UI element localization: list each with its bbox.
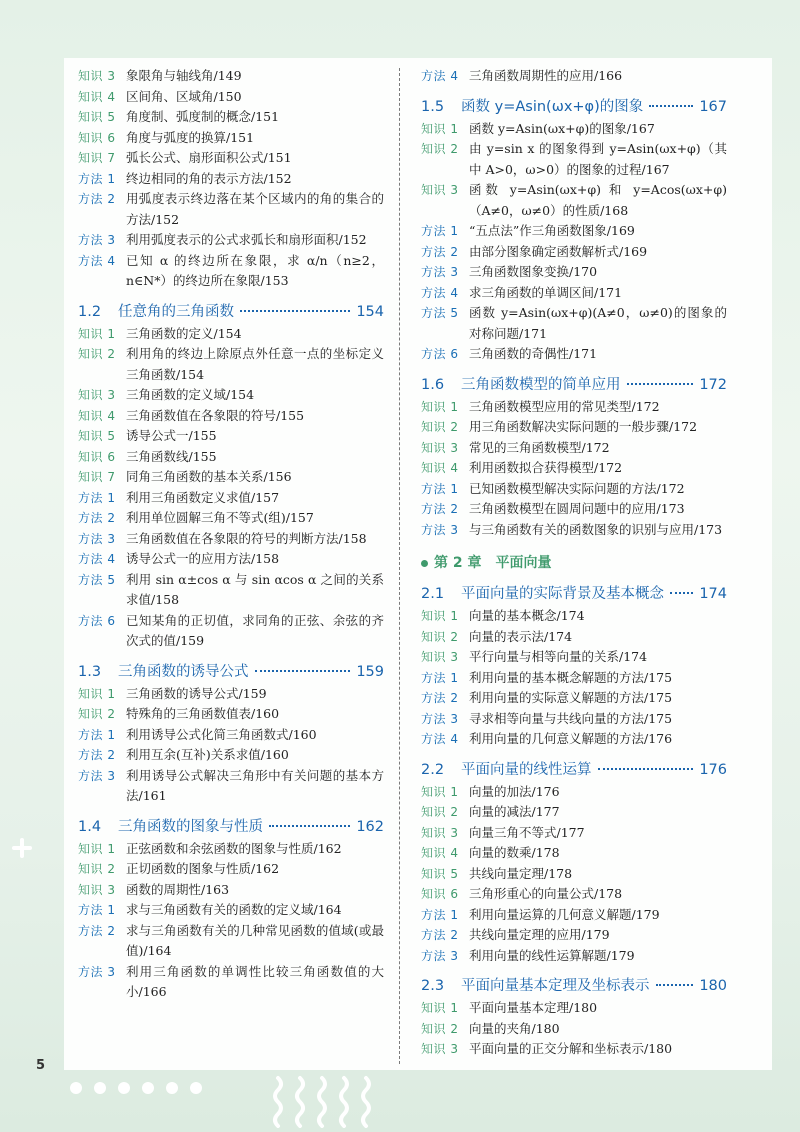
knowledge-tag: 知识 3 xyxy=(421,650,459,664)
wave-decoration-icon xyxy=(270,1074,400,1128)
method-tag: 方法 3 xyxy=(421,711,459,726)
section-number: 1.3 xyxy=(78,663,102,680)
entry-text: 向量的基本概念/174 xyxy=(469,608,585,623)
entry-text: 利用诱导公式化简三角函数式/160 xyxy=(126,726,317,742)
section-title: 平面向量的实际背景及基本概念 xyxy=(461,586,664,602)
toc-entry[interactable] xyxy=(421,606,727,627)
dot-leader xyxy=(649,105,693,107)
dot-leader xyxy=(269,825,350,827)
toc-entry[interactable] xyxy=(78,251,384,292)
knowledge-tag: 知识 5 xyxy=(421,866,459,881)
toc-entry[interactable] xyxy=(421,458,727,479)
section-heading[interactable] xyxy=(421,975,727,997)
knowledge-tag: 知识 1 xyxy=(421,784,459,799)
entry-text: 共线向量定理的应用/179 xyxy=(469,927,610,942)
toc-entry[interactable] xyxy=(421,438,727,459)
knowledge-tag: 知识 1 xyxy=(421,1001,459,1015)
toc-entry[interactable] xyxy=(421,823,727,844)
entry-text: 已知 α 的终边所在象限，求 α/n（n≥2，n∈N*）的终边所在象限/153 xyxy=(126,252,384,288)
chapter-number: 第 2 章 xyxy=(434,555,482,571)
toc-entry[interactable] xyxy=(78,324,384,345)
entry-text: 三角函数的奇偶性/171 xyxy=(469,346,598,361)
toc-entry[interactable] xyxy=(78,962,384,1003)
toc-entry[interactable] xyxy=(421,668,727,689)
toc-entry[interactable] xyxy=(421,729,727,750)
section-heading[interactable] xyxy=(421,374,727,396)
entry-text: 诱导公式一的应用方法/158 xyxy=(126,551,280,566)
toc-entry[interactable] xyxy=(421,499,727,520)
entry-text: 向量的夹角/180 xyxy=(469,1020,560,1036)
method-tag: 方法 1 xyxy=(78,490,116,505)
method-tag: 方法 6 xyxy=(421,347,459,361)
toc-entry[interactable] xyxy=(78,488,384,509)
toc-entry[interactable] xyxy=(78,447,384,468)
knowledge-tag: 知识 5 xyxy=(78,429,116,443)
entry-text: 利用向量的实际意义解题的方法/175 xyxy=(469,690,673,705)
chapter-heading[interactable] xyxy=(421,552,727,574)
entry-text: 已知函数模型解决实际问题的方法/172 xyxy=(469,480,685,496)
column-divider xyxy=(399,68,400,1064)
entry-text: 利用向量的线性运算解题/179 xyxy=(469,947,635,963)
entry-text: 正弦函数和余弦函数的图象与性质/162 xyxy=(126,840,342,856)
section-heading[interactable] xyxy=(78,661,384,683)
knowledge-tag: 知识 4 xyxy=(421,461,459,475)
entry-text: 函数 y=Asin(ωx+φ)的图象/167 xyxy=(469,120,655,136)
entry-text: 利用向量的基本概念解题的方法/175 xyxy=(469,669,673,685)
toc-entry[interactable] xyxy=(78,611,384,652)
knowledge-tag: 知识 3 xyxy=(421,825,459,840)
entry-text: 已知某角的正切值，求同角的正弦、余弦的齐次式的值/159 xyxy=(126,612,384,648)
method-tag: 方法 1 xyxy=(78,727,116,742)
toc-entry[interactable] xyxy=(78,148,384,169)
toc-entry[interactable] xyxy=(421,627,727,648)
method-tag: 方法 3 xyxy=(78,531,116,546)
dot-leader xyxy=(670,592,693,594)
section-page: 174 xyxy=(699,586,727,602)
knowledge-tag: 知识 1 xyxy=(421,609,459,623)
entry-text: 共线向量定理/178 xyxy=(469,865,573,881)
entry-text: 寻求相等向量与共线向量的方法/175 xyxy=(469,710,673,726)
entry-text: 由 y=sin x 的图象得到 y=Asin(ωx+φ)（其中 A>0，ω>0）的图象的过程/167 xyxy=(469,141,727,177)
plus-decoration-icon xyxy=(12,838,32,858)
knowledge-tag: 知识 2 xyxy=(421,1021,459,1036)
entry-text: 利用互余(互补)关系求值/160 xyxy=(126,747,289,762)
entry-text: 利用向量运算的几何意义解题/179 xyxy=(469,906,660,922)
entry-text: 正切函数的图象与性质/162 xyxy=(126,861,280,876)
toc-entry[interactable] xyxy=(78,725,384,746)
toc-right-column xyxy=(421,66,727,1060)
knowledge-tag: 知识 2 xyxy=(78,347,116,361)
knowledge-tag: 知识 3 xyxy=(421,440,459,455)
section-heading[interactable] xyxy=(78,301,384,323)
knowledge-tag: 知识 2 xyxy=(421,629,459,644)
method-tag: 方法 4 xyxy=(78,552,116,566)
toc-entry[interactable] xyxy=(78,880,384,901)
section-number: 1.6 xyxy=(421,376,445,393)
entry-text: 特殊角的三角函数值表/160 xyxy=(126,706,280,721)
method-tag: 方法 3 xyxy=(78,964,116,979)
dot-leader xyxy=(255,670,351,672)
toc-left-column xyxy=(78,66,384,1003)
entry-text: 平面向量的正交分解和坐标表示/180 xyxy=(469,1041,673,1056)
toc-entry[interactable] xyxy=(421,262,727,283)
knowledge-tag: 知识 3 xyxy=(78,69,116,83)
method-tag: 方法 3 xyxy=(421,948,459,963)
section-title: 三角函数模型的简单应用 xyxy=(461,376,621,393)
knowledge-tag: 知识 2 xyxy=(421,420,459,434)
entry-text: 求三角函数的单调区间/171 xyxy=(469,284,623,300)
toc-entry[interactable] xyxy=(78,839,384,860)
entry-text: 利用向量的几何意义解题的方法/176 xyxy=(469,731,673,746)
method-tag: 方法 3 xyxy=(421,522,459,537)
dot-leader xyxy=(240,310,350,312)
toc-entry[interactable] xyxy=(421,946,727,967)
method-tag: 方法 4 xyxy=(421,732,459,746)
knowledge-tag: 知识 3 xyxy=(78,388,116,402)
entry-text: 三角形重心的向量公式/178 xyxy=(469,886,623,901)
toc-entry[interactable] xyxy=(421,1039,727,1060)
toc-entry[interactable] xyxy=(421,66,727,87)
toc-entry[interactable] xyxy=(78,169,384,190)
toc-entry[interactable] xyxy=(421,180,727,221)
toc-entry[interactable] xyxy=(421,119,727,140)
section-heading[interactable] xyxy=(78,816,384,838)
method-tag: 方法 2 xyxy=(421,502,459,516)
entry-text: 平行向量与相等向量的关系/174 xyxy=(469,649,648,664)
toc-entry[interactable] xyxy=(78,230,384,251)
entry-text: 三角函数周期性的应用/166 xyxy=(469,68,623,83)
method-tag: 方法 4 xyxy=(421,285,459,300)
toc-entry[interactable] xyxy=(421,417,727,438)
toc-entry[interactable] xyxy=(421,864,727,885)
knowledge-tag: 知识 3 xyxy=(421,1042,459,1056)
bullet-icon xyxy=(421,560,428,567)
method-tag: 方法 2 xyxy=(421,928,459,942)
toc-entry[interactable] xyxy=(78,684,384,705)
toc-entry[interactable] xyxy=(78,406,384,427)
toc-entry[interactable] xyxy=(78,508,384,529)
toc-entry[interactable] xyxy=(421,843,727,864)
method-tag: 方法 2 xyxy=(78,923,116,938)
entry-text: 三角函数的定义域/154 xyxy=(126,387,255,402)
toc-entry[interactable] xyxy=(78,529,384,550)
section-page: 154 xyxy=(356,303,384,320)
method-tag: 方法 2 xyxy=(78,192,116,206)
entry-text: 常见的三角函数模型/172 xyxy=(469,439,610,455)
toc-entry[interactable] xyxy=(421,520,727,541)
section-heading[interactable] xyxy=(421,583,727,605)
toc-entry[interactable] xyxy=(78,921,384,962)
toc-entry[interactable] xyxy=(78,107,384,128)
method-tag: 方法 3 xyxy=(78,233,116,247)
entry-text: 向量的数乘/178 xyxy=(469,845,560,860)
section-page: 167 xyxy=(699,98,727,115)
knowledge-tag: 知识 1 xyxy=(421,399,459,414)
method-tag: 方法 1 xyxy=(421,481,459,496)
entry-text: 利用 sin α±cos α 与 sin αcos α 之间的关系求值/158 xyxy=(126,571,384,607)
entry-text: 函数 y=Asin(ωx+φ)(A≠0，ω≠0)的图象的对称问题/171 xyxy=(469,305,727,341)
toc-entry[interactable] xyxy=(421,397,727,418)
method-tag: 方法 1 xyxy=(78,171,116,186)
dot-leader xyxy=(656,984,694,986)
toc-entry[interactable] xyxy=(421,884,727,905)
method-tag: 方法 1 xyxy=(421,224,459,238)
knowledge-tag: 知识 3 xyxy=(421,183,459,197)
entry-text: 弧长公式、扇形面积公式/151 xyxy=(126,150,292,165)
toc-entry[interactable] xyxy=(421,242,727,263)
entry-text: 利用三角函数定义求值/157 xyxy=(126,489,280,505)
knowledge-tag: 知识 7 xyxy=(78,151,116,165)
method-tag: 方法 1 xyxy=(78,903,116,917)
entry-text: 向量的加法/176 xyxy=(469,783,560,799)
section-heading[interactable] xyxy=(421,759,727,781)
method-tag: 方法 4 xyxy=(78,253,116,268)
section-title: 函数 y=Asin(ωx+φ)的图象 xyxy=(461,98,644,115)
section-title: 三角函数的诱导公式 xyxy=(118,663,249,680)
toc-entry[interactable] xyxy=(421,647,727,668)
entry-text: 三角函数的定义/154 xyxy=(126,325,242,341)
entry-text: 利用诱导公式解决三角形中有关问题的基本方法/161 xyxy=(126,767,384,803)
toc-entry[interactable] xyxy=(78,570,384,611)
toc-entry[interactable] xyxy=(421,221,727,242)
knowledge-tag: 知识 7 xyxy=(78,470,116,484)
method-tag: 方法 3 xyxy=(421,265,459,279)
knowledge-tag: 知识 1 xyxy=(78,326,116,341)
method-tag: 方法 1 xyxy=(421,670,459,685)
section-number: 2.1 xyxy=(421,586,445,602)
entry-text: 用三角函数解决实际问题的一般步骤/172 xyxy=(469,419,698,434)
entry-text: 函数的周期性/163 xyxy=(126,881,230,897)
toc-entry[interactable] xyxy=(78,704,384,725)
entry-text: 角度与弧度的换算/151 xyxy=(126,129,255,145)
dot-leader xyxy=(627,383,694,385)
toc-entry[interactable] xyxy=(78,426,384,447)
toc-entry[interactable] xyxy=(78,385,384,406)
toc-entry[interactable] xyxy=(421,479,727,500)
entry-text: 用弧度表示终边落在某个区域内的角的集合的方法/152 xyxy=(126,191,384,227)
entry-text: 三角函数值在各象限的符号的判断方法/158 xyxy=(126,530,367,546)
entry-text: 利用三角函数的单调性比较三角函数值的大小/166 xyxy=(126,963,384,999)
toc-entry[interactable] xyxy=(421,283,727,304)
entry-text: 求与三角函数有关的函数的定义域/164 xyxy=(126,902,342,917)
entry-text: “五点法”作三角函数图象/169 xyxy=(469,223,635,238)
section-page: 180 xyxy=(699,978,727,994)
entry-text: 三角函数值在各象限的符号/155 xyxy=(126,407,305,423)
knowledge-tag: 知识 6 xyxy=(78,130,116,145)
entry-text: 三角函数图象变换/170 xyxy=(469,264,598,279)
section-page: 176 xyxy=(699,761,727,778)
entry-text: 利用函数拟合获得模型/172 xyxy=(469,460,623,475)
knowledge-tag: 知识 2 xyxy=(78,862,116,876)
toc-entry[interactable] xyxy=(421,802,727,823)
section-page: 162 xyxy=(356,818,384,835)
entry-text: 函数 y=Asin(ωx+φ) 和 y=Acos(ωx+φ)（A≠0，ω≠0）的性质/168 xyxy=(469,182,727,218)
entry-text: 平面向量基本定理/180 xyxy=(469,1000,598,1015)
toc-entry[interactable] xyxy=(421,303,727,344)
toc-entry[interactable] xyxy=(78,745,384,766)
knowledge-tag: 知识 1 xyxy=(78,686,116,701)
page-number: 5 xyxy=(36,1058,46,1073)
section-number: 2.2 xyxy=(421,761,445,778)
chapter-title: 平面向量 xyxy=(495,555,552,571)
entry-text: 向量的减法/177 xyxy=(469,804,560,819)
toc-entry[interactable] xyxy=(421,925,727,946)
knowledge-tag: 知识 5 xyxy=(78,110,116,124)
section-page: 159 xyxy=(356,663,384,680)
entry-text: 三角函数线/155 xyxy=(126,448,217,464)
method-tag: 方法 2 xyxy=(78,748,116,762)
toc-entry[interactable] xyxy=(78,66,384,87)
method-tag: 方法 1 xyxy=(421,907,459,922)
toc-entry[interactable] xyxy=(78,859,384,880)
section-title: 任意角的三角函数 xyxy=(118,303,234,320)
toc-entry[interactable] xyxy=(78,766,384,807)
toc-entry[interactable] xyxy=(421,344,727,365)
section-number: 1.5 xyxy=(421,98,445,115)
knowledge-tag: 知识 4 xyxy=(78,408,116,423)
knowledge-tag: 知识 2 xyxy=(421,805,459,819)
entry-text: 三角函数的诱导公式/159 xyxy=(126,685,267,701)
toc-entry[interactable] xyxy=(421,1019,727,1040)
entry-text: 象限角与轴线角/149 xyxy=(126,68,242,83)
toc-entry[interactable] xyxy=(421,139,727,180)
dot-leader xyxy=(598,768,694,770)
section-title: 平面向量基本定理及坐标表示 xyxy=(461,978,650,994)
entry-text: 与三角函数有关的函数图象的识别与应用/173 xyxy=(469,521,723,537)
toc-entry[interactable] xyxy=(78,128,384,149)
section-heading[interactable] xyxy=(421,96,727,118)
entry-text: 诱导公式一/155 xyxy=(126,428,217,443)
knowledge-tag: 知识 2 xyxy=(78,707,116,721)
entry-text: 利用单位圆解三角不等式(组)/157 xyxy=(126,510,314,525)
knowledge-tag: 知识 2 xyxy=(421,142,459,156)
toc-entry[interactable] xyxy=(78,467,384,488)
section-number: 1.2 xyxy=(78,303,102,320)
section-title: 平面向量的线性运算 xyxy=(461,761,592,778)
entry-text: 终边相同的角的表示方法/152 xyxy=(126,170,292,186)
knowledge-tag: 知识 6 xyxy=(421,887,459,901)
toc-entry[interactable] xyxy=(421,998,727,1019)
method-tag: 方法 6 xyxy=(78,613,116,628)
knowledge-tag: 知识 3 xyxy=(78,882,116,897)
entry-text: 向量的表示法/174 xyxy=(469,628,573,644)
toc-entry[interactable] xyxy=(421,709,727,730)
section-number: 2.3 xyxy=(421,978,445,994)
entry-text: 利用角的终边上除原点外任意一点的坐标定义三角函数/154 xyxy=(126,346,384,382)
section-number: 1.4 xyxy=(78,818,102,835)
toc-entry[interactable] xyxy=(78,549,384,570)
method-tag: 方法 2 xyxy=(421,244,459,259)
method-tag: 方法 5 xyxy=(421,306,459,320)
method-tag: 方法 3 xyxy=(78,768,116,783)
toc-entry[interactable] xyxy=(78,900,384,921)
method-tag: 方法 2 xyxy=(421,691,459,705)
entry-text: 三角函数模型应用的常见类型/172 xyxy=(469,398,660,414)
method-tag: 方法 4 xyxy=(421,69,459,83)
method-tag: 方法 5 xyxy=(78,572,116,587)
toc-entry[interactable] xyxy=(78,189,384,230)
knowledge-tag: 知识 1 xyxy=(421,121,459,136)
knowledge-tag: 知识 1 xyxy=(78,841,116,856)
toc-entry[interactable] xyxy=(421,782,727,803)
knowledge-tag: 知识 6 xyxy=(78,449,116,464)
entry-text: 由部分图象确定函数解析式/169 xyxy=(469,243,648,259)
toc-entry[interactable] xyxy=(78,87,384,108)
entry-text: 三角函数模型在圆周问题中的应用/173 xyxy=(469,501,685,516)
entry-text: 求与三角函数有关的几种常见函数的值域(或最值)/164 xyxy=(126,922,384,958)
entry-text: 利用弧度表示的公式求弧长和扇形面积/152 xyxy=(126,232,367,247)
knowledge-tag: 知识 4 xyxy=(421,846,459,860)
section-page: 172 xyxy=(699,376,727,393)
entry-text: 同角三角函数的基本关系/156 xyxy=(126,469,292,484)
toc-entry[interactable] xyxy=(421,688,727,709)
entry-text: 角度制、弧度制的概念/151 xyxy=(126,109,280,124)
knowledge-tag: 知识 4 xyxy=(78,89,116,104)
method-tag: 方法 2 xyxy=(78,511,116,525)
toc-entry[interactable] xyxy=(421,905,727,926)
entry-text: 向量三角不等式/177 xyxy=(469,824,585,840)
section-title: 三角函数的图象与性质 xyxy=(118,818,263,835)
toc-entry[interactable] xyxy=(78,344,384,385)
entry-text: 区间角、区域角/150 xyxy=(126,88,242,104)
